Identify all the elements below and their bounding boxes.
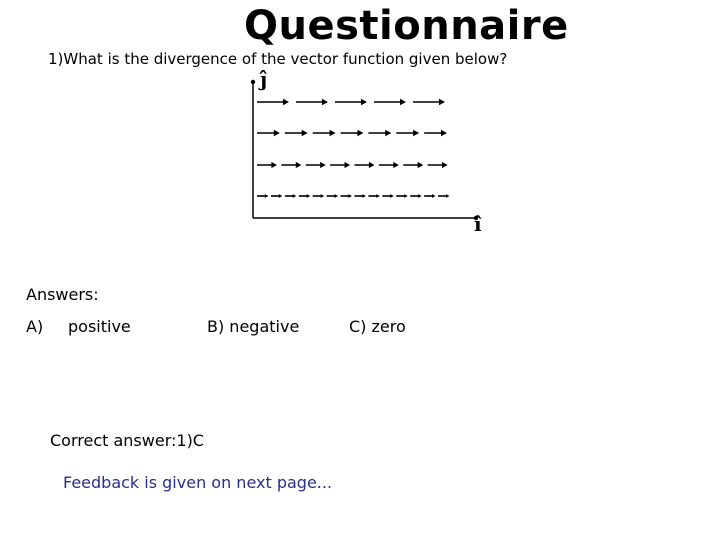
vector-arrow: [313, 194, 324, 198]
vector-arrow: [413, 99, 445, 106]
vector-arrow: [285, 130, 308, 137]
vector-arrow: [428, 162, 448, 168]
vector-arrow: [424, 194, 435, 198]
y-axis-dot: [251, 80, 255, 84]
page-title: Questionnaire: [244, 3, 569, 49]
axes: [251, 67, 482, 236]
vector-arrow: [327, 194, 338, 198]
vector-arrow: [296, 99, 328, 106]
vector-arrow: [257, 99, 289, 106]
option-a-letter: A): [26, 317, 44, 336]
x-axis-label: î: [474, 212, 482, 236]
vector-arrow: [368, 130, 391, 137]
vector-arrow: [403, 162, 423, 168]
vector-arrow: [355, 162, 375, 168]
vector-arrow: [299, 194, 310, 198]
vector-arrow: [257, 130, 280, 137]
vector-arrow: [396, 130, 419, 137]
vector-arrow: [257, 194, 268, 198]
vector-arrow: [335, 99, 367, 106]
answers-label: Answers:: [26, 285, 99, 304]
vector-arrow: [438, 194, 449, 198]
vector-arrow: [257, 162, 277, 168]
vector-arrow: [382, 194, 393, 198]
vector-arrow: [355, 194, 366, 198]
vector-arrow: [306, 162, 326, 168]
vector-arrow: [341, 130, 364, 137]
vector-arrow: [313, 130, 336, 137]
correct-answer: Correct answer:1)C: [50, 431, 204, 450]
vector-arrow: [410, 194, 421, 198]
vector-arrow: [424, 130, 447, 137]
question-text: 1)What is the divergence of the vector function given below?: [48, 50, 508, 68]
option-c: C) zero: [349, 317, 406, 336]
vector-arrow: [368, 194, 379, 198]
vector-arrows: [257, 99, 449, 198]
vector-arrow: [271, 194, 282, 198]
vector-arrow: [330, 162, 350, 168]
option-a-text: positive: [68, 317, 131, 336]
vector-arrow: [396, 194, 407, 198]
y-axis-label: ĵ: [260, 67, 268, 91]
feedback-link[interactable]: Feedback is given on next page...: [63, 473, 333, 492]
vector-arrow: [341, 194, 352, 198]
vector-arrow: [374, 99, 406, 106]
option-b: B) negative: [207, 317, 300, 336]
vector-arrow: [281, 162, 301, 168]
vector-arrow: [285, 194, 296, 198]
vector-arrow: [379, 162, 399, 168]
